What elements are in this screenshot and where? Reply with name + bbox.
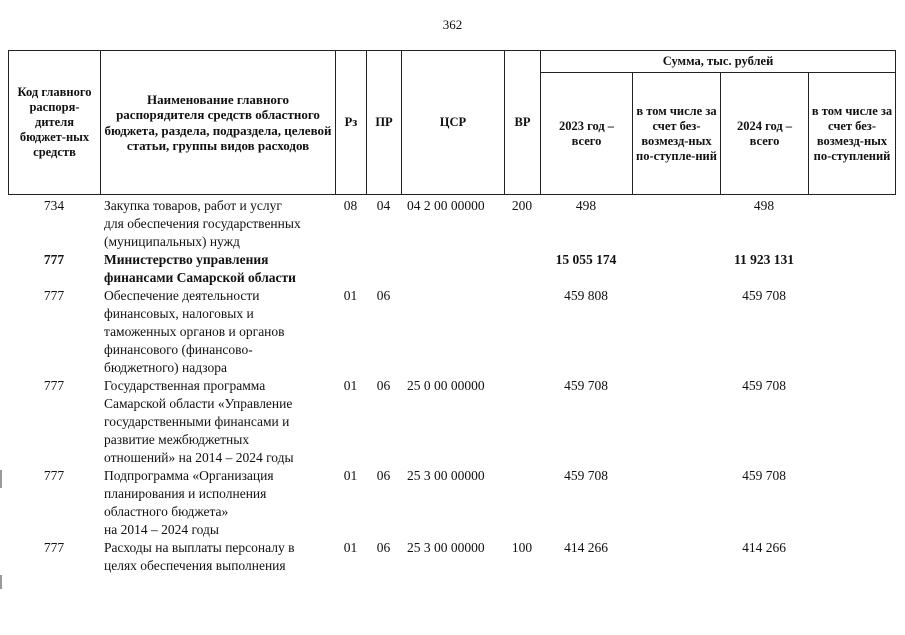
cell-2023-total: 459 808 — [564, 288, 608, 303]
cell-2024-grants — [808, 377, 895, 467]
cell-name: Закупка товаров, работ и услуг для обеспечения государственных (муниципальных) нужд — [104, 198, 301, 249]
cell-name: Министерство управления финансами Самарской области — [104, 252, 296, 285]
table-row — [8, 251, 895, 287]
cell-2023-grants — [632, 197, 720, 251]
cell-csr — [401, 287, 504, 377]
cell-pr: 06 — [376, 468, 391, 483]
cell-vr — [504, 377, 540, 467]
cell-pr: 06 — [376, 288, 391, 303]
cell-2023-grants — [632, 287, 720, 377]
scan-edge-mark — [0, 575, 2, 589]
table-row — [8, 287, 895, 377]
header-vr: ВР — [505, 51, 541, 195]
cell-pr — [366, 251, 401, 287]
cell-rz: 01 — [343, 540, 358, 555]
cell-code: 777 — [43, 468, 65, 483]
cell-vr — [504, 467, 540, 539]
cell-2024-total: 459 708 — [742, 378, 786, 393]
cell-2023-grants — [632, 539, 720, 575]
cell-2023-grants — [632, 467, 720, 539]
cell-2024-grants — [808, 197, 895, 251]
cell-name: Обеспечение деятельности финансовых, налоговых и таможенных органов и органов финансового (финансово- бюджетного) надзора — [104, 288, 285, 375]
table-header — [8, 50, 896, 195]
header-csr: ЦСР — [402, 51, 505, 195]
header-rz: Рз — [336, 51, 367, 195]
table-row — [8, 467, 895, 539]
cell-2023-grants — [632, 251, 720, 287]
cell-csr — [401, 251, 504, 287]
cell-name: Подпрограмма «Организация планирования и исполнения областного бюджета» на 2014 – 2024 годы — [104, 468, 274, 537]
cell-code: 777 — [43, 540, 65, 555]
header-2024-total: 2024 год – всего — [721, 73, 809, 195]
cell-2024-grants — [808, 287, 895, 377]
cell-vr: 200 — [511, 198, 533, 213]
cell-2024-grants — [808, 467, 895, 539]
header-sum: Сумма, тыс. рублей — [541, 51, 896, 73]
scan-edge-mark — [0, 470, 2, 488]
cell-name: Государственная программа Самарской области «Управление государственными финансами и развитие межбюджетных отношений» на 2014 – 2024 годы — [104, 378, 294, 465]
cell-2024-total: 459 708 — [742, 288, 786, 303]
header-2023-total: 2023 год – всего — [541, 73, 633, 195]
cell-csr: 25 3 00 00000 — [407, 468, 485, 483]
cell-2024-total: 498 — [753, 198, 775, 213]
cell-csr: 25 0 00 00000 — [407, 378, 485, 393]
cell-name: Расходы на выплаты персоналу в целях обеспечения выполнения — [104, 540, 295, 573]
cell-2023-total: 459 708 — [564, 468, 608, 483]
page-number: 362 — [442, 17, 463, 32]
cell-code: 777 — [43, 288, 65, 303]
cell-pr: 06 — [376, 378, 391, 393]
table-body — [8, 197, 895, 575]
cell-2024-total: 414 266 — [742, 540, 786, 555]
cell-2024-total: 11 923 131 — [733, 252, 794, 267]
header-2024-grants: в том числе за счет без-возмезд-ных по-ступлений — [809, 73, 896, 195]
table-row — [8, 377, 895, 467]
cell-2023-total: 414 266 — [564, 540, 608, 555]
cell-rz: 01 — [343, 468, 358, 483]
table-row — [8, 197, 895, 251]
cell-2023-total: 15 055 174 — [555, 252, 617, 267]
header-code: Код главного распоря-дителя бюджет-ных средств — [9, 51, 101, 195]
cell-code: 777 — [43, 252, 65, 267]
cell-rz: 08 — [343, 198, 358, 213]
cell-pr: 06 — [376, 540, 391, 555]
cell-code: 777 — [43, 378, 65, 393]
cell-2023-total: 459 708 — [564, 378, 608, 393]
cell-vr — [504, 251, 540, 287]
header-pr: ПР — [367, 51, 402, 195]
cell-csr: 04 2 00 00000 — [407, 198, 485, 213]
cell-rz: 01 — [343, 378, 358, 393]
cell-2023-total: 498 — [575, 198, 597, 213]
header-2023-grants: в том числе за счет без-возмезд-ных по-ступле-ний — [633, 73, 721, 195]
cell-rz: 01 — [343, 288, 358, 303]
cell-2024-grants — [808, 539, 895, 575]
cell-rz — [335, 251, 366, 287]
cell-2024-grants — [808, 251, 895, 287]
cell-vr — [504, 287, 540, 377]
cell-csr: 25 3 00 00000 — [407, 540, 485, 555]
cell-2024-total: 459 708 — [742, 468, 786, 483]
cell-vr: 100 — [511, 540, 533, 555]
table-row — [8, 539, 895, 575]
cell-2023-grants — [632, 377, 720, 467]
cell-pr: 04 — [376, 198, 391, 213]
header-name: Наименование главного распорядителя средств областного бюджета, раздела, подраздела, целевой статьи, группы видов расходов — [101, 51, 336, 195]
cell-code: 734 — [43, 198, 65, 213]
